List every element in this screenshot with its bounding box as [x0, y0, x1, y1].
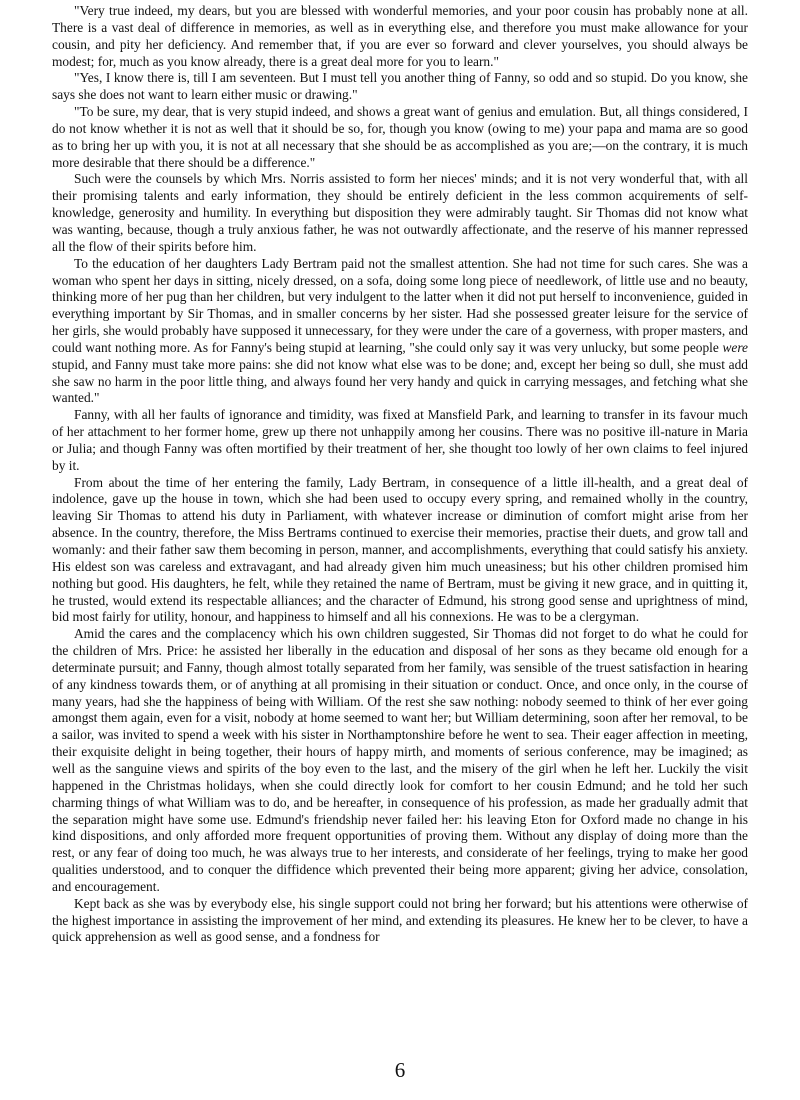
paragraph-5-text-after: stupid, and Fanny must take more pains: she did not know what else was to be done; and, except her being so dull, she must add she saw no harm in the poor little thing, and always found her very handy and quick in carrying messages, and fetching what she wanted."	[52, 356, 748, 406]
paragraph-5	[52, 256, 748, 408]
page-number: 6	[394, 1058, 406, 1082]
paragraph-6: Fanny, with all her faults of ignorance and timidity, was fixed at Mansfield Park, and learning to transfer in its favour much of her attachment to her former home, grew up there not unhappily among her cousins. There was no positive ill-nature in Maria or Julia; and though Fanny was often mortified by their treatment of her, she thought too lowly of her own claims to feel injured by it.	[52, 407, 748, 473]
paragraph-5-text-before: To the education of her daughters Lady Bertram paid not the smallest attention. She had not time for such cares. She was a woman who spent her days in sitting, nicely dressed, on a sofa, doing some long piece of needlework, of little use and no beauty, thinking more of her pug than her children, but very indulgent to the latter when it did not put herself to inconvenience, guided in everything important by Sir Thomas, and in smaller concerns by her sister. Had she possessed greater leisure for the service of her girls, she would probably have supposed it unnecessary, for they were under the care of a governess, with proper masters, and could want nothing more. As for Fanny's being stupid at learning, "she could only say it was very unlucky, but some people	[52, 255, 748, 355]
paragraph-4: Such were the counsels by which Mrs. Norris assisted to form her nieces' minds; and it is not very wonderful that, with all their promising talents and early information, they should be entirely deficient in the less common acquirements of self-knowledge, generosity and humility. In everything but disposition they were admirably taught. Sir Thomas did not know what was wanting, because, though a truly anxious father, he was not outwardly affectionate, and the reserve of his manner repressed all the flow of their spirits before him.	[52, 171, 748, 254]
emphasis-word: were	[722, 339, 748, 355]
body-text	[52, 3, 748, 946]
paragraph-9: Kept back as she was by everybody else, his single support could not bring her forward; but his attentions were otherwise of the highest importance in assisting the improvement of her mind, and extending its pleasures. He knew her to be clever, to have a quick apprehension as well as good sense, and a fondness for	[52, 895, 748, 945]
paragraph-3: "To be sure, my dear, that is very stupid indeed, and shows a great want of genius and emulation. But, all things considered, I do not know whether it is not as well that it should be so, for, though you know (owing to me) your papa and mama are so good as to bring her up with you, it is not at all necessary that she should be as accomplished as you are;—on the contrary, it is much more desirable that there should be a difference."	[52, 104, 748, 170]
paragraph-8: Amid the cares and the complacency which his own children suggested, Sir Thomas did not forget to do what he could for the children of Mrs. Price: he assisted her liberally in the education and disposal of her sons as they became old enough for a determinate pursuit; and Fanny, though almost totally separated from her family, was sensible of the truest satisfaction in hearing of any kindness towards them, or of anything at all promising in their situation or conduct. Once, and once only, in the course of many years, had she the happiness of being with William. Of the rest she saw nothing: nobody seemed to think of her ever going amongst them again, even for a visit, nobody at home seemed to want her; but William determining, soon after her removal, to be a sailor, was invited to spend a week with his sister in Northamptonshire before he went to sea. Their eager affection in meeting, their exquisite delight in being together, their hours of happy mirth, and moments of serious conference, may be imagined; as well as the sanguine views and spirits of the boy even to the last, and the misery of the girl when he left her. Luckily the visit happened in the Christmas holidays, when she could directly look for comfort to her cousin Edmund; and he told her such charming things of what William was to do, and be hereafter, in consequence of his profession, as made her gradually admit that the separation might have some use. Edmund's friendship never failed her: his leaving Eton for Oxford made no change in his kind dispositions, and only afforded more frequent opportunities of proving them. Without any display of doing more than the rest, or any fear of doing too much, he was always true to her interests, and considerate of her feelings, trying to make her good qualities understood, and to conquer the diffidence which prevented their being more apparent; giving her advice, consolation, and encouragement.	[52, 626, 748, 894]
paragraph-7: From about the time of her entering the family, Lady Bertram, in consequence of a little ill-health, and a great deal of indolence, gave up the house in town, which she had been used to occupy every spring, and remained wholly in the country, leaving Sir Thomas to attend his duty in Parliament, with whatever increase or diminution of comfort might arise from her absence. In the country, therefore, the Miss Bertrams continued to exercise their memories, practise their duets, and grow tall and womanly: and their father saw them becoming in person, manner, and accomplishments, everything that could satisfy his anxiety. His eldest son was careless and extravagant, and had already given him much uneasiness; but his other children promised him nothing but good. His daughters, he felt, while they retained the name of Bertram, must be giving it new grace, and in quitting it, he trusted, would extend its respectable alliances; and the character of Edmund, his strong good sense and uprightness of mind, bid most fairly for utility, honour, and happiness to himself and all his connexions. He was to be a clergyman.	[52, 474, 748, 625]
book-page	[52, 0, 748, 1100]
paragraph-2: "Yes, I know there is, till I am seventeen. But I must tell you another thing of Fanny, so odd and so stupid. Do you know, she says she does not want to learn either music or drawing."	[52, 70, 748, 103]
paragraph-1: "Very true indeed, my dears, but you are blessed with wonderful memories, and your poor cousin has probably none at all. There is a vast deal of difference in memories, as well as in everything else, and therefore you must make allowance for your cousin, and pity her deficiency. And remember that, if you are ever so forward and clever yourselves, you should always be modest; for, much as you know already, there is a great deal more for you to learn."	[52, 3, 748, 69]
